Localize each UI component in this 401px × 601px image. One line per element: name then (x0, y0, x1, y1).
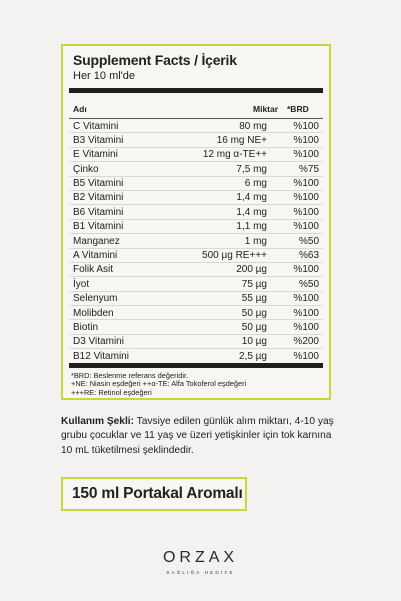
flavor-badge: 150 ml Portakal Aromalı (61, 477, 247, 511)
nutrient-name: Çinko (73, 163, 99, 175)
nutrient-name: Molibden (73, 307, 114, 319)
nutrient-name: B12 Vitamini (73, 350, 129, 362)
header-amount: Miktar (253, 104, 279, 114)
nutrient-amount: 10 µg (241, 336, 267, 348)
nutrient-amount: 12 mg α-TE++ (202, 149, 267, 161)
table-row (69, 204, 323, 218)
nutrient-name: B3 Vitamini (73, 134, 124, 146)
nutrient-name: Manganez (73, 235, 120, 247)
nutrient-amount: 1,4 mg (236, 206, 267, 218)
panel-subtitle: Her 10 ml'de (73, 70, 136, 82)
nutrient-name: E Vitamini (73, 149, 118, 161)
nutrient-name: B6 Vitamini (73, 206, 124, 218)
bottom-divider-bar (69, 363, 323, 368)
usage-label: Kullanım Şekli: (61, 416, 135, 427)
nutrient-name: B5 Vitamini (73, 178, 124, 190)
nutrient-brd: %100 (293, 307, 319, 319)
nutrient-name: Folik Asit (73, 264, 114, 276)
nutrient-amount: 500 µg RE+++ (202, 250, 267, 262)
nutrient-amount: 50 µg (241, 307, 267, 319)
nutrient-brd: %63 (298, 250, 319, 262)
footnotes (71, 372, 326, 397)
nutrient-amount: 2,5 µg (238, 350, 267, 362)
table-row (69, 161, 323, 175)
header-brd: *BRD (287, 104, 309, 114)
brand-logo: ORZAX (162, 549, 239, 566)
table-row (69, 248, 323, 262)
table-row (69, 262, 323, 276)
table-row (69, 233, 323, 247)
nutrient-name: D3 Vitamini (73, 336, 124, 348)
table-row (69, 219, 323, 233)
brand-tagline: SAĞLIĞA HEDİYE (166, 570, 235, 575)
nutrient-amount: 80 mg (239, 120, 267, 132)
nutrient-amount: 6 mg (244, 178, 267, 190)
footnote: +++RE: Retinol eşdeğeri (71, 387, 152, 397)
header-name: Adı (73, 104, 87, 114)
panel-title: Supplement Facts / İçerik (73, 52, 237, 68)
nutrient-name: C Vitamini (73, 120, 119, 132)
footnote: *BRD: Beslenme referans değeridir. (71, 371, 189, 380)
nutrient-brd: %100 (293, 149, 319, 161)
nutrient-name: Biotin (73, 321, 99, 333)
table-row (69, 334, 323, 348)
nutrient-name: A Vitamini (73, 250, 118, 262)
usage-text: Tavsiye edilen günlük alım miktarı, 4-10 yaş grubu çocuklar ve 11 yaş ve üzeri yetişkinler için tok karnına 10 mL tüketilmesi şeklindedir. (61, 416, 334, 456)
nutrient-amount: 50 µg (241, 321, 267, 333)
nutrient-brd: %100 (293, 293, 319, 305)
nutrient-amount: 16 mg NE+ (216, 134, 267, 146)
nutrient-brd: %100 (293, 221, 319, 233)
table-row (69, 190, 323, 204)
table-row (69, 118, 323, 132)
table-row (69, 291, 323, 305)
nutrient-brd: %50 (298, 235, 319, 247)
footnote: +NE: Niasin eşdeğeri ++α-TE: Alfa Tokoferol eşdeğeri (71, 379, 247, 389)
nutrient-amount: 1 mg (244, 235, 267, 247)
nutrient-amount: 200 µg (236, 264, 267, 276)
table-row (69, 319, 323, 333)
nutrient-brd: %50 (298, 278, 319, 290)
top-divider-bar (69, 88, 323, 93)
nutrient-brd: %100 (293, 321, 319, 333)
nutrient-brd: %100 (293, 264, 319, 276)
nutrient-amount: 1,1 mg (236, 221, 267, 233)
nutrient-brd: %75 (298, 163, 319, 175)
table-row (69, 147, 323, 161)
nutrient-name: Selenyum (73, 293, 118, 305)
nutrient-table (69, 118, 323, 363)
nutrient-brd: %100 (293, 178, 319, 190)
table-row (69, 132, 323, 146)
nutrient-amount: 7,5 mg (236, 163, 267, 175)
nutrient-amount: 55 µg (241, 293, 267, 305)
table-row (69, 305, 323, 319)
table-row (69, 176, 323, 190)
nutrient-amount: 1,4 mg (236, 192, 267, 204)
nutrient-brd: %100 (293, 350, 319, 362)
nutrient-brd: %100 (293, 206, 319, 218)
table-row (69, 276, 323, 290)
nutrient-brd: %100 (293, 120, 319, 132)
nutrient-brd: %100 (293, 192, 319, 204)
nutrient-name: İyot (73, 278, 90, 290)
nutrient-brd: %200 (293, 336, 319, 348)
nutrient-name: B1 Vitamini (73, 221, 124, 233)
supplement-facts-panel (61, 44, 331, 400)
usage-instructions (61, 415, 337, 458)
nutrient-brd: %100 (293, 134, 319, 146)
table-row (69, 348, 323, 362)
nutrient-amount: 75 µg (241, 278, 267, 290)
nutrient-name: B2 Vitamini (73, 192, 124, 204)
